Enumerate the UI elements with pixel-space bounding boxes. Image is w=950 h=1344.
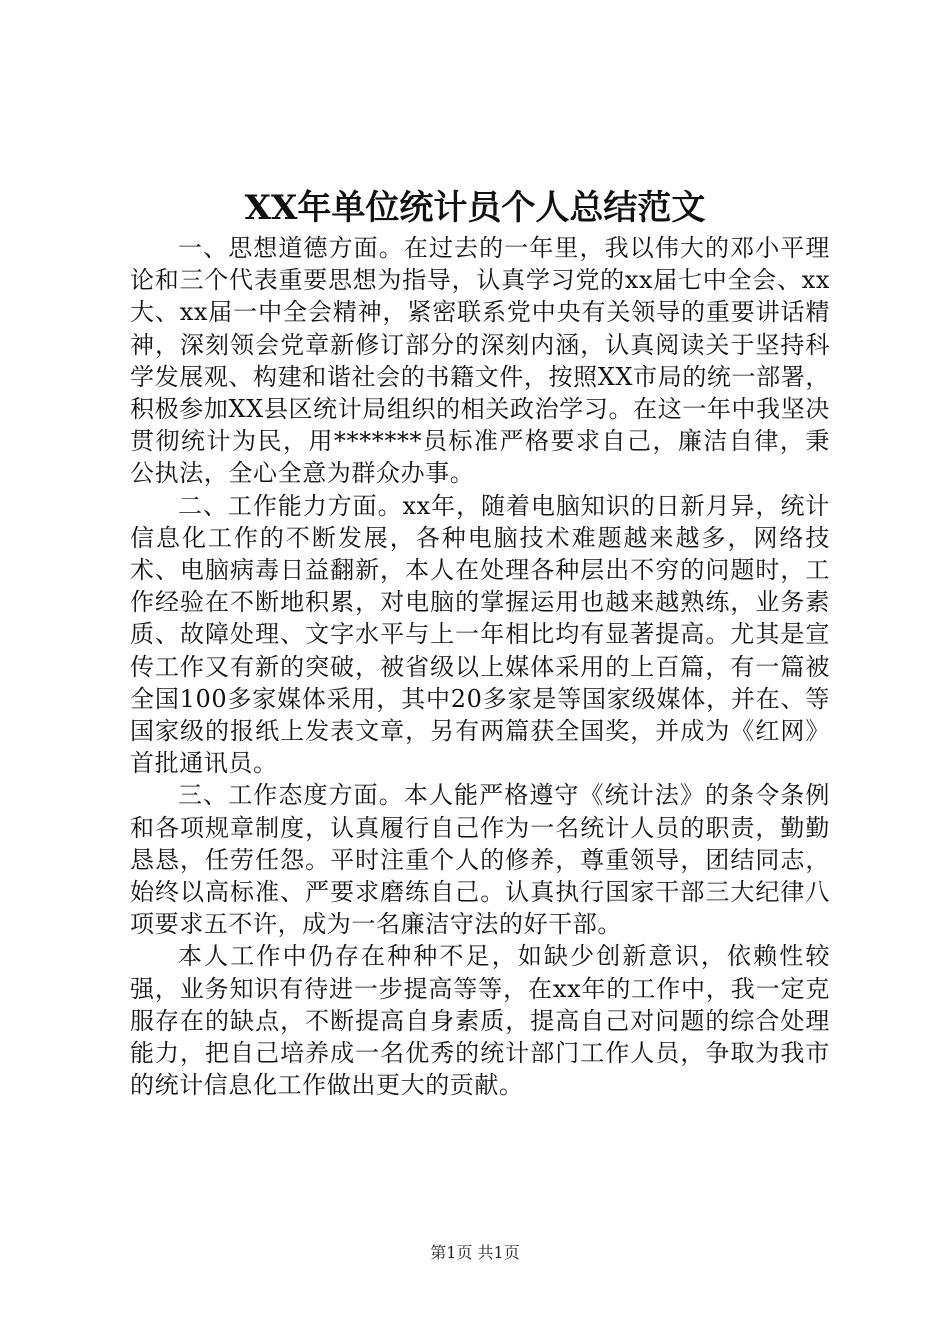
paragraph-work-attitude: 三、工作态度方面。本人能严格遵守《统计法》的条令条例和各项规章制度，认真履行自己作为一名统计人员的职责，勤勤恳恳，任劳任怨。平时注重个人的修养，尊重领导，团结同志，始终以高标准、严要求磨练自己。认真执行国家干部三大纪律八项要求五不许，成为一名廉洁守法的好干部。	[130, 781, 830, 939]
page-footer: 第1页 共1页	[430, 1243, 520, 1262]
document-title: XX年单位统计员个人总结范文	[244, 188, 706, 228]
paragraph-ideology: 一、思想道德方面。在过去的一年里，我以伟大的邓小平理论和三个代表重要思想为指导，认真学习党的xx届七中全会、xx大、xx届一中全会精神，紧密联系党中央有关领导的重要讲话精神，深刻领会党章新修订部分的深刻内涵，认真阅读关于坚持科学发展观、构建和谐社会的书籍文件，按照XX市局的统一部署，积极参加XX县区统计局组织的相关政治学习。在这一年中我坚决贯彻统计为民，用*******员标准严格要求自己，廉洁自律，秉公执法，全心全意为群众办事。	[130, 234, 830, 488]
paragraph-work-ability: 二、工作能力方面。xx年，随着电脑知识的日新月异，统计信息化工作的不断发展，各种电脑技术难题越来越多，网络技术、电脑病毒日益翻新，本人在处理各种层出不穷的问题时，工作经验在不断地积累，对电脑的掌握运用也越来越熟练，业务素质、故障处理、文字水平与上一年相比均有显著提高。尤其是宣传工作又有新的突破，被省级以上媒体采用的上百篇，有一篇被全国100多家媒体采用，其中20多家是等国家级媒体，并在、等国家级的报纸上发表文章，另有两篇获全国奖，并成为《红网》首批通讯员。	[130, 491, 830, 778]
paragraph-shortcomings: 本人工作中仍存在种种不足，如缺少创新意识，依赖性较强，业务知识有待进一步提高等等，在xx年的工作中，我一定克服存在的缺点，不断提高自身素质，提高自己对问题的综合处理能力，把自己培养成一名优秀的统计部门工作人员，争取为我市的统计信息化工作做出更大的贡献。	[130, 942, 830, 1100]
document-body	[130, 232, 830, 1101]
